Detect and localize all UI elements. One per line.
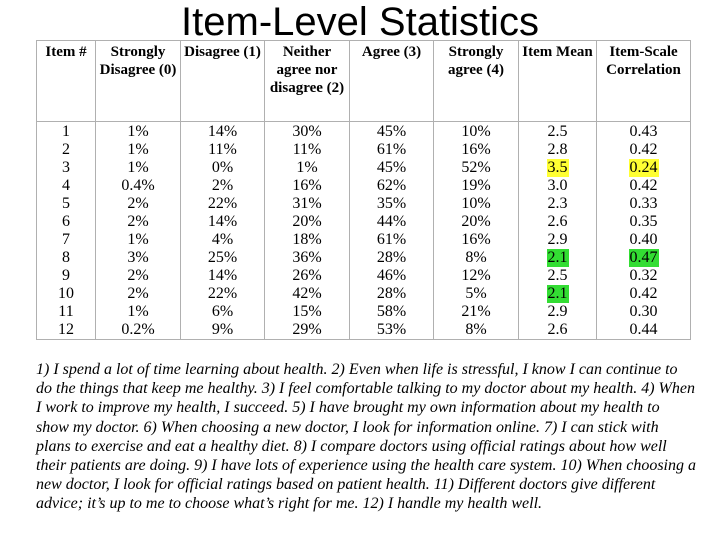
table-row bbox=[37, 177, 691, 195]
neither-cell bbox=[265, 285, 350, 303]
strongly-agree-value: 8% bbox=[465, 249, 487, 266]
strongly-agree-value: 5% bbox=[465, 285, 487, 302]
disagree-cell bbox=[181, 195, 265, 213]
neither-value: 31% bbox=[292, 195, 322, 212]
item-scale-correlation-cell bbox=[597, 213, 691, 231]
neither-cell bbox=[265, 177, 350, 195]
neither-value: 1% bbox=[296, 159, 318, 176]
neither-cell bbox=[265, 267, 350, 285]
item-mean-cell bbox=[519, 303, 597, 321]
strongly-disagree-cell bbox=[96, 285, 181, 303]
item-mean-value: 2.5 bbox=[547, 267, 568, 284]
strongly-agree-cell bbox=[434, 177, 519, 195]
header-strongly-agree: Strongly agree (4) bbox=[434, 41, 519, 122]
item-number-value: 9 bbox=[62, 267, 70, 284]
agree-value: 58% bbox=[376, 303, 407, 320]
item-scale-correlation-cell bbox=[597, 195, 691, 213]
header-item-scale-correlation: Item-Scale Correlation bbox=[597, 41, 691, 122]
table-row bbox=[37, 249, 691, 267]
strongly-disagree-cell bbox=[96, 303, 181, 321]
strongly-agree-value: 8% bbox=[465, 321, 487, 338]
agree-value: 61% bbox=[376, 141, 407, 158]
disagree-cell bbox=[181, 213, 265, 231]
disagree-cell bbox=[181, 267, 265, 285]
strongly-agree-cell bbox=[434, 249, 519, 267]
page-title: Item-Level Statistics bbox=[181, 0, 539, 44]
neither-cell bbox=[265, 249, 350, 267]
item-number-value: 5 bbox=[62, 195, 70, 212]
strongly-agree-cell bbox=[434, 122, 519, 142]
disagree-cell bbox=[181, 177, 265, 195]
item-mean-value: 3.5 bbox=[547, 159, 568, 176]
item-mean-value: 2.5 bbox=[547, 123, 568, 140]
agree-value: 53% bbox=[376, 321, 407, 338]
strongly-disagree-cell bbox=[96, 267, 181, 285]
item-number-cell bbox=[37, 213, 96, 231]
agree-cell bbox=[350, 303, 434, 321]
item-number-cell bbox=[37, 159, 96, 177]
disagree-cell bbox=[181, 231, 265, 249]
item-scale-correlation-value: 0.24 bbox=[629, 159, 658, 176]
item-number-value: 6 bbox=[62, 213, 70, 230]
table-row bbox=[37, 285, 691, 303]
strongly-disagree-value: 2% bbox=[127, 213, 149, 230]
disagree-value: 4% bbox=[211, 231, 234, 248]
item-mean-cell bbox=[519, 321, 597, 340]
neither-cell bbox=[265, 122, 350, 142]
item-mean-value: 2.6 bbox=[547, 213, 568, 230]
neither-value: 30% bbox=[292, 123, 322, 140]
strongly-disagree-value: 2% bbox=[127, 267, 149, 284]
item-scale-correlation-cell bbox=[597, 285, 691, 303]
strongly-agree-value: 12% bbox=[461, 267, 491, 284]
disagree-value: 22% bbox=[207, 285, 238, 302]
strongly-agree-cell bbox=[434, 321, 519, 340]
item-scale-correlation-value: 0.33 bbox=[629, 195, 658, 212]
neither-value: 42% bbox=[292, 285, 322, 302]
table-row bbox=[37, 141, 691, 159]
item-number-cell bbox=[37, 321, 96, 340]
item-number-cell bbox=[37, 231, 96, 249]
strongly-agree-cell bbox=[434, 159, 519, 177]
header-item-number: Item # bbox=[37, 41, 96, 122]
neither-value: 26% bbox=[292, 267, 322, 284]
strongly-disagree-value: 0.2% bbox=[121, 321, 155, 338]
agree-value: 46% bbox=[376, 267, 407, 284]
item-mean-cell bbox=[519, 195, 597, 213]
strongly-agree-value: 16% bbox=[461, 141, 491, 158]
item-number-value: 4 bbox=[62, 177, 70, 194]
disagree-cell bbox=[181, 159, 265, 177]
disagree-value: 6% bbox=[211, 303, 234, 320]
strongly-disagree-cell bbox=[96, 231, 181, 249]
strongly-disagree-value: 3% bbox=[127, 249, 149, 266]
strongly-disagree-cell bbox=[96, 213, 181, 231]
item-scale-correlation-cell bbox=[597, 231, 691, 249]
table-row bbox=[37, 267, 691, 285]
item-number-value: 7 bbox=[62, 231, 70, 248]
strongly-disagree-cell bbox=[96, 177, 181, 195]
agree-cell bbox=[350, 213, 434, 231]
item-number-value: 11 bbox=[58, 303, 74, 320]
agree-cell bbox=[350, 249, 434, 267]
item-scale-correlation-value: 0.32 bbox=[629, 267, 658, 284]
item-scale-correlation-value: 0.30 bbox=[629, 303, 658, 320]
disagree-value: 2% bbox=[211, 177, 234, 194]
neither-value: 11% bbox=[292, 141, 322, 158]
agree-value: 45% bbox=[376, 123, 407, 140]
item-scale-correlation-cell bbox=[597, 321, 691, 340]
agree-cell bbox=[350, 267, 434, 285]
agree-value: 28% bbox=[376, 285, 407, 302]
item-descriptions: 1) I spend a lot of time learning about health. 2) Even when life is stressful, I know I can continue to do the things that keep me healthy. 3) I feel comfortable talking to my doctor about my health. 4) When I work to improve my health, I succeed. 5) I have brought my own information about my health to show my doctor. 6) When choosing a new doctor, I look for information online. 7) I can stick with plans to exercise and eat a healthy diet. 8) I compare doctors using official ratings about how well their patients are doing. 9) I have lots of experience using the health care system. 10) When choosing a new doctor, I look for official ratings based on patient health. 11) Different doctors give different advice; it’s up to me to choose what’s right for me. 12) I handle my health well. bbox=[36, 361, 696, 513]
item-mean-value: 2.1 bbox=[547, 285, 568, 302]
agree-value: 35% bbox=[376, 195, 407, 212]
item-number-value: 12 bbox=[58, 321, 74, 338]
item-number-cell bbox=[37, 267, 96, 285]
item-number-value: 1 bbox=[62, 123, 70, 140]
strongly-disagree-cell bbox=[96, 122, 181, 142]
table-row bbox=[37, 159, 691, 177]
agree-cell bbox=[350, 195, 434, 213]
strongly-disagree-cell bbox=[96, 141, 181, 159]
strongly-agree-cell bbox=[434, 267, 519, 285]
neither-value: 18% bbox=[292, 231, 322, 248]
strongly-disagree-value: 2% bbox=[127, 285, 149, 302]
item-mean-value: 3.0 bbox=[547, 177, 568, 194]
disagree-cell bbox=[181, 249, 265, 267]
item-mean-cell bbox=[519, 177, 597, 195]
disagree-cell bbox=[181, 303, 265, 321]
neither-value: 36% bbox=[292, 249, 322, 266]
table-row bbox=[37, 195, 691, 213]
table-header-row bbox=[37, 41, 691, 122]
item-mean-value: 2.8 bbox=[547, 141, 568, 158]
disagree-value: 14% bbox=[207, 123, 238, 140]
table-row bbox=[37, 213, 691, 231]
item-scale-correlation-cell bbox=[597, 267, 691, 285]
item-mean-cell bbox=[519, 213, 597, 231]
neither-cell bbox=[265, 141, 350, 159]
strongly-disagree-value: 1% bbox=[127, 303, 149, 320]
item-mean-cell bbox=[519, 159, 597, 177]
strongly-disagree-cell bbox=[96, 159, 181, 177]
header-disagree: Disagree (1) bbox=[181, 41, 265, 122]
agree-cell bbox=[350, 177, 434, 195]
item-mean-value: 2.3 bbox=[547, 195, 568, 212]
item-scale-correlation-value: 0.47 bbox=[629, 249, 658, 266]
item-mean-cell bbox=[519, 285, 597, 303]
neither-value: 15% bbox=[292, 303, 322, 320]
strongly-agree-cell bbox=[434, 141, 519, 159]
disagree-value: 14% bbox=[207, 213, 238, 230]
item-mean-cell bbox=[519, 141, 597, 159]
item-number-value: 8 bbox=[62, 249, 70, 266]
item-mean-value: 2.9 bbox=[547, 231, 568, 248]
neither-cell bbox=[265, 231, 350, 249]
item-number-cell bbox=[37, 249, 96, 267]
item-number-cell bbox=[37, 285, 96, 303]
item-scale-correlation-value: 0.42 bbox=[629, 177, 658, 194]
item-mean-value: 2.1 bbox=[547, 249, 568, 266]
item-number-cell bbox=[37, 195, 96, 213]
neither-cell bbox=[265, 321, 350, 340]
strongly-disagree-cell bbox=[96, 249, 181, 267]
neither-cell bbox=[265, 303, 350, 321]
agree-cell bbox=[350, 141, 434, 159]
agree-value: 61% bbox=[376, 231, 407, 248]
agree-value: 44% bbox=[376, 213, 407, 230]
item-mean-cell bbox=[519, 249, 597, 267]
item-scale-correlation-cell bbox=[597, 122, 691, 142]
header-item-mean: Item Mean bbox=[519, 41, 597, 122]
item-mean-cell bbox=[519, 267, 597, 285]
disagree-value: 22% bbox=[207, 195, 238, 212]
strongly-disagree-value: 1% bbox=[127, 231, 149, 248]
agree-cell bbox=[350, 231, 434, 249]
strongly-disagree-cell bbox=[96, 321, 181, 340]
item-number-value: 3 bbox=[62, 159, 70, 176]
table-row bbox=[37, 231, 691, 249]
disagree-cell bbox=[181, 122, 265, 142]
item-scale-correlation-cell bbox=[597, 249, 691, 267]
disagree-value: 14% bbox=[207, 267, 238, 284]
agree-cell bbox=[350, 285, 434, 303]
item-number-cell bbox=[37, 141, 96, 159]
agree-cell bbox=[350, 321, 434, 340]
strongly-agree-cell bbox=[434, 213, 519, 231]
disagree-cell bbox=[181, 321, 265, 340]
neither-cell bbox=[265, 195, 350, 213]
strongly-disagree-value: 2% bbox=[127, 195, 149, 212]
header-neither: Neither agree nor disagree (2) bbox=[265, 41, 350, 122]
table-row bbox=[37, 122, 691, 142]
strongly-disagree-value: 1% bbox=[127, 159, 149, 176]
strongly-agree-cell bbox=[434, 303, 519, 321]
item-mean-cell bbox=[519, 122, 597, 142]
strongly-agree-value: 10% bbox=[461, 123, 491, 140]
item-scale-correlation-value: 0.40 bbox=[629, 231, 658, 248]
disagree-value: 0% bbox=[211, 159, 234, 176]
strongly-agree-cell bbox=[434, 285, 519, 303]
agree-cell bbox=[350, 122, 434, 142]
strongly-disagree-value: 0.4% bbox=[121, 177, 155, 194]
item-scale-correlation-cell bbox=[597, 159, 691, 177]
item-scale-correlation-cell bbox=[597, 177, 691, 195]
item-scale-correlation-value: 0.42 bbox=[629, 285, 658, 302]
agree-value: 28% bbox=[376, 249, 407, 266]
table-body bbox=[37, 122, 691, 340]
agree-cell bbox=[350, 159, 434, 177]
neither-value: 20% bbox=[292, 213, 322, 230]
neither-value: 16% bbox=[292, 177, 322, 194]
strongly-agree-cell bbox=[434, 231, 519, 249]
item-mean-cell bbox=[519, 231, 597, 249]
strongly-agree-cell bbox=[434, 195, 519, 213]
item-scale-correlation-value: 0.42 bbox=[629, 141, 658, 158]
strongly-agree-value: 21% bbox=[461, 303, 491, 320]
neither-cell bbox=[265, 159, 350, 177]
header-agree: Agree (3) bbox=[350, 41, 434, 122]
disagree-cell bbox=[181, 141, 265, 159]
item-statistics-table bbox=[36, 40, 691, 340]
item-number-cell bbox=[37, 177, 96, 195]
table-row bbox=[37, 321, 691, 340]
item-number-cell bbox=[37, 122, 96, 142]
item-number-cell bbox=[37, 303, 96, 321]
strongly-disagree-value: 1% bbox=[127, 123, 149, 140]
agree-value: 45% bbox=[376, 159, 407, 176]
neither-cell bbox=[265, 213, 350, 231]
disagree-cell bbox=[181, 285, 265, 303]
disagree-value: 9% bbox=[211, 321, 234, 338]
item-mean-value: 2.6 bbox=[547, 321, 568, 338]
item-number-value: 2 bbox=[62, 141, 70, 158]
strongly-agree-value: 10% bbox=[461, 195, 491, 212]
strongly-agree-value: 52% bbox=[461, 159, 491, 176]
item-scale-correlation-value: 0.35 bbox=[629, 213, 658, 230]
disagree-value: 25% bbox=[207, 249, 238, 266]
strongly-agree-value: 20% bbox=[461, 213, 491, 230]
strongly-agree-value: 16% bbox=[461, 231, 491, 248]
table-row bbox=[37, 303, 691, 321]
strongly-disagree-value: 1% bbox=[127, 141, 149, 158]
strongly-agree-value: 19% bbox=[461, 177, 491, 194]
item-number-value: 10 bbox=[58, 285, 74, 302]
item-mean-value: 2.9 bbox=[547, 303, 568, 320]
item-scale-correlation-cell bbox=[597, 303, 691, 321]
header-strongly-disagree: Strongly Disagree (0) bbox=[96, 41, 181, 122]
neither-value: 29% bbox=[292, 321, 322, 338]
item-scale-correlation-value: 0.44 bbox=[629, 321, 658, 338]
strongly-disagree-cell bbox=[96, 195, 181, 213]
item-scale-correlation-value: 0.43 bbox=[629, 123, 658, 140]
item-scale-correlation-cell bbox=[597, 141, 691, 159]
disagree-value: 11% bbox=[208, 141, 237, 158]
agree-value: 62% bbox=[376, 177, 407, 194]
